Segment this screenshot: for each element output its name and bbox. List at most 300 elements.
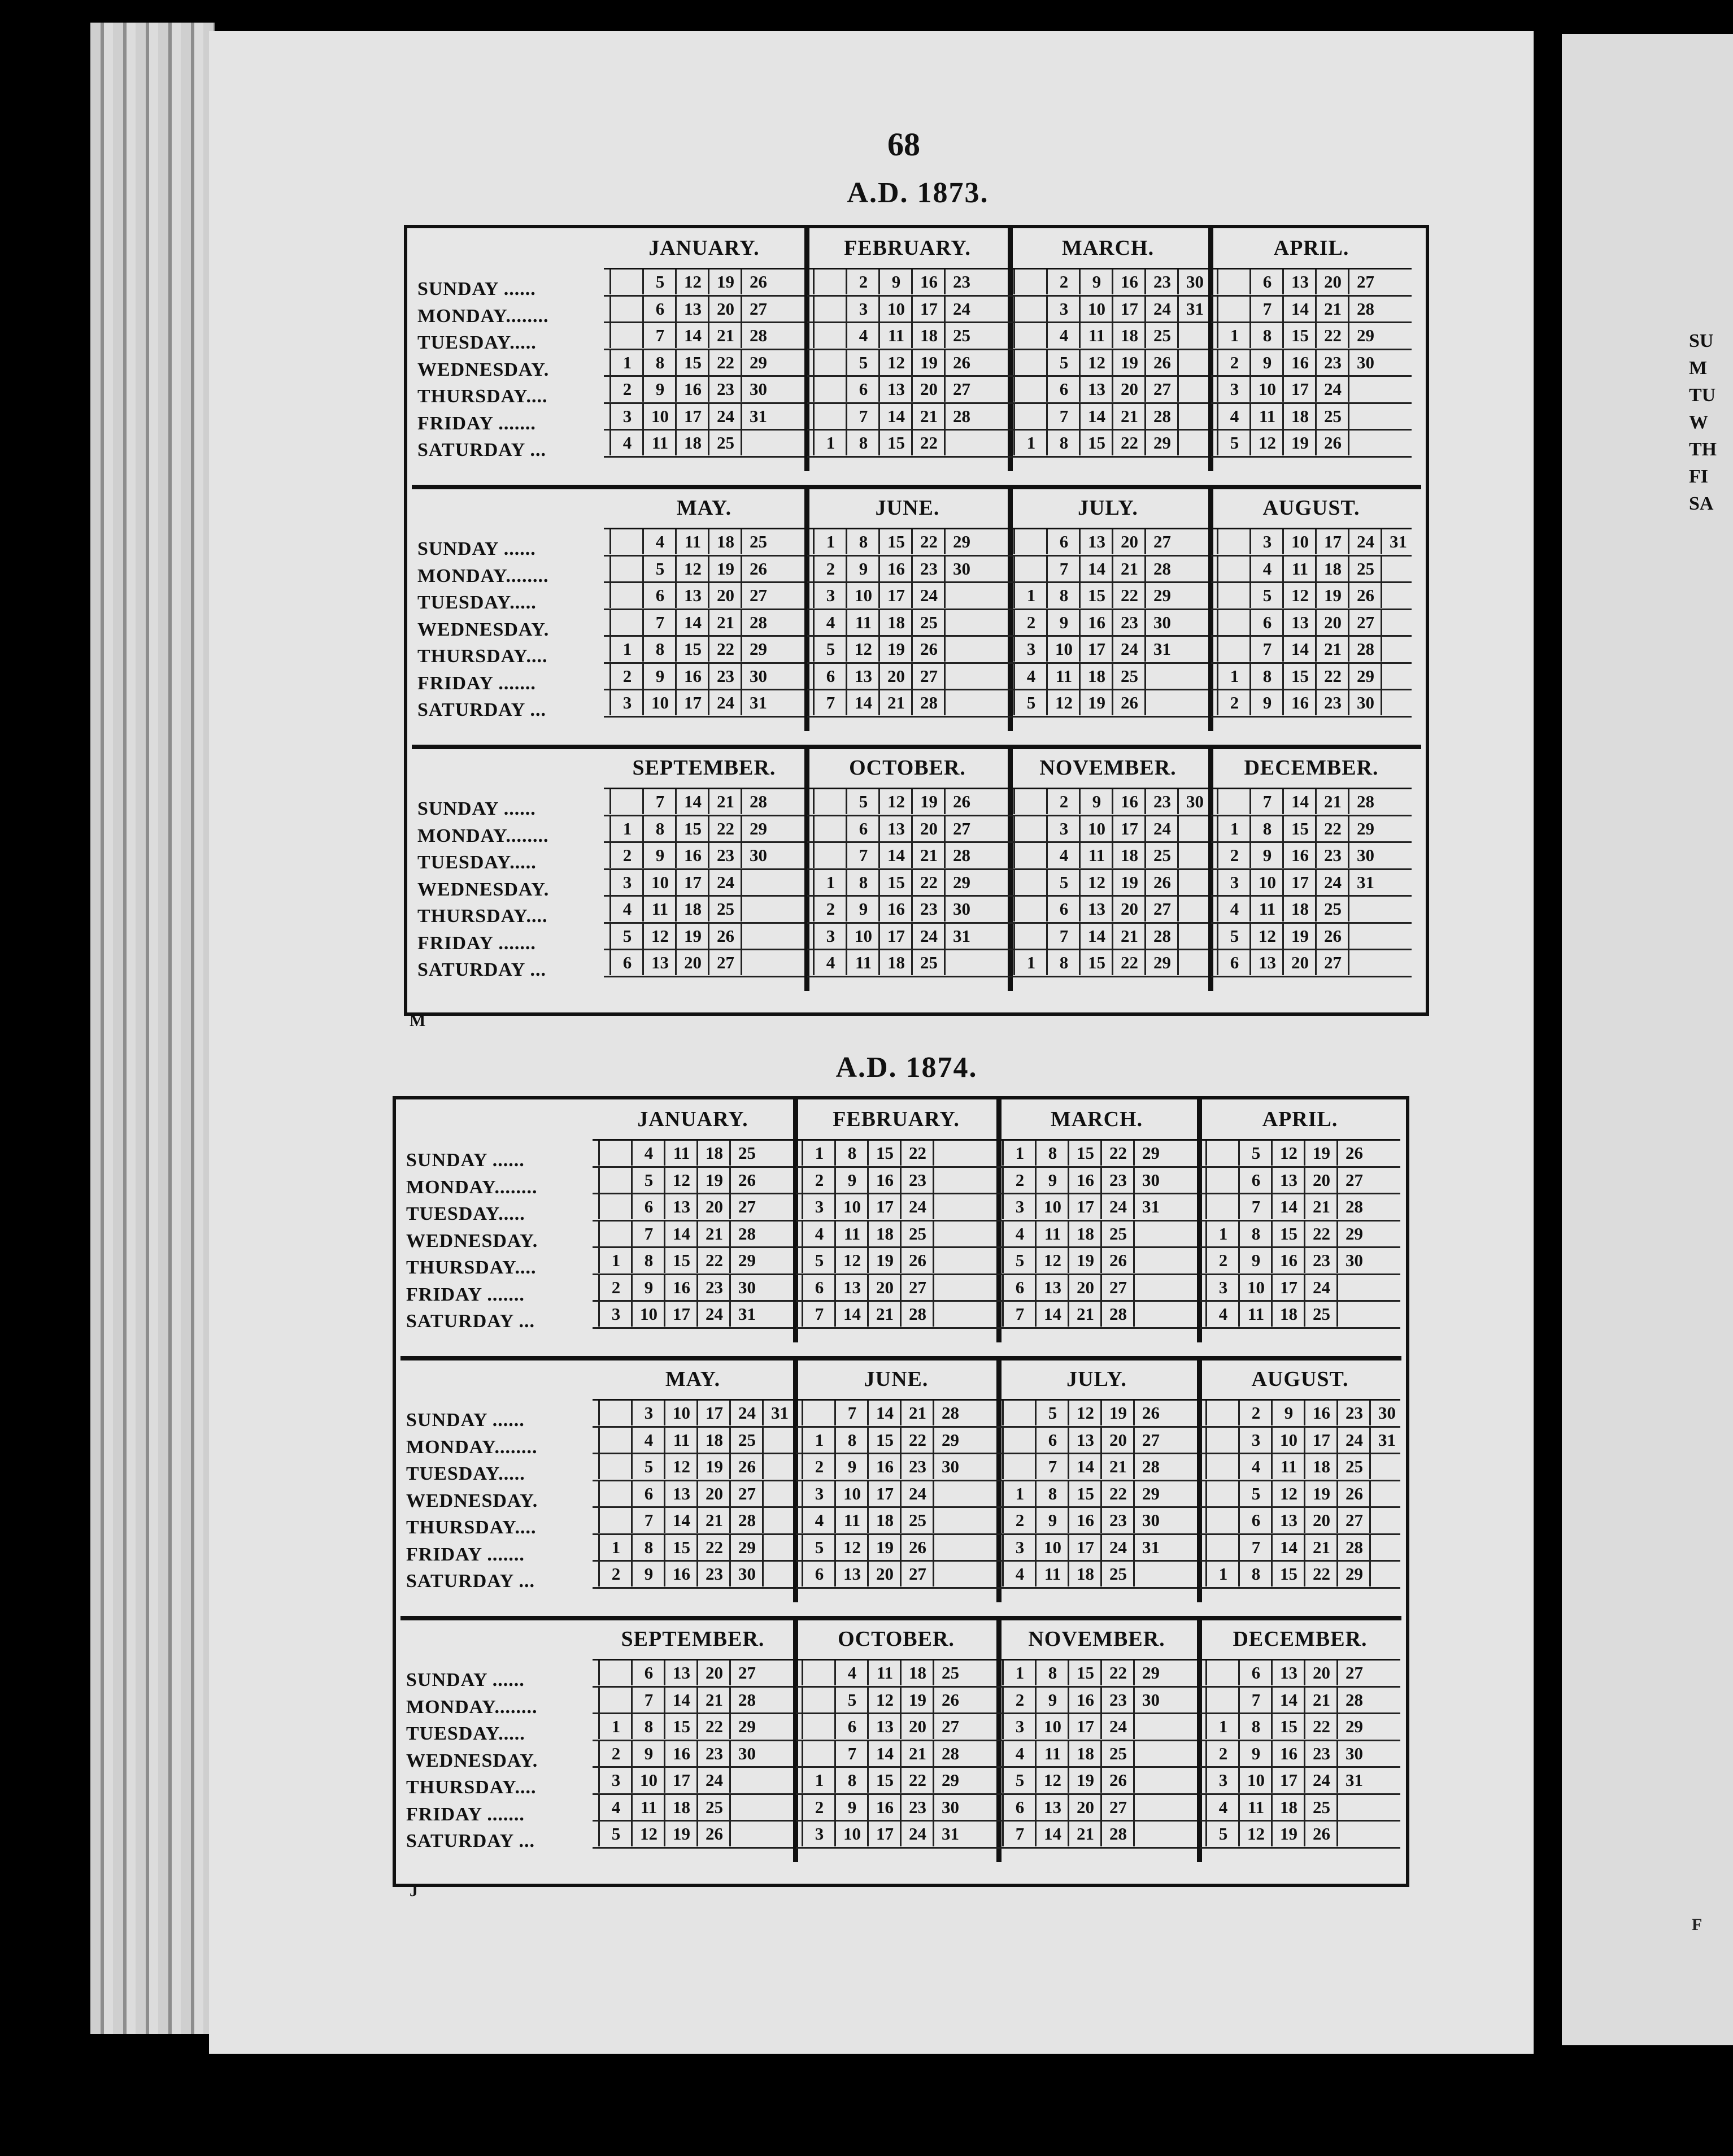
date-cell: 3	[1046, 297, 1080, 321]
date-cell: 23	[1112, 610, 1146, 635]
date-cell: 3	[802, 1822, 835, 1846]
date-cell: 1	[1002, 1141, 1036, 1166]
date-cell: 15	[1079, 950, 1113, 975]
date-cell: 19	[664, 1822, 698, 1846]
date-cell: 6	[642, 583, 676, 608]
weekday-row	[996, 1481, 1197, 1509]
date-cell: 29	[1133, 1141, 1167, 1166]
weekday-row	[604, 637, 804, 664]
date-cell: 2	[1046, 789, 1080, 814]
date-cell: 16	[1304, 1401, 1338, 1425]
weekday-row	[1200, 1194, 1400, 1222]
date-cell: 11	[642, 431, 676, 455]
date-cell: 10	[1079, 816, 1113, 841]
date-cell: 24	[900, 1822, 934, 1846]
date-cell: 7	[642, 789, 676, 814]
date-cell: 15	[878, 431, 912, 455]
month-block	[593, 1619, 798, 1862]
weekday-row	[1211, 843, 1412, 870]
date-cell: 7	[642, 610, 676, 635]
date-cell: 19	[708, 557, 742, 581]
weekday-row	[1211, 870, 1412, 897]
date-cell: 4	[609, 431, 643, 455]
weekday-row	[796, 1768, 996, 1795]
date-cell	[1205, 1481, 1239, 1506]
date-cell: 18	[867, 1508, 901, 1533]
date-cell: 27	[741, 583, 774, 608]
weekday-row	[593, 1401, 793, 1428]
date-cell: 22	[1315, 323, 1349, 348]
weekday-label: SATURDAY ...	[406, 1831, 535, 1851]
date-cell: 6	[1046, 529, 1080, 554]
date-cell: 8	[1046, 431, 1080, 455]
date-cell: 15	[1271, 1714, 1305, 1739]
date-cell: 10	[1079, 297, 1113, 321]
weekday-row	[593, 1741, 793, 1768]
date-cell: 10	[834, 1822, 868, 1846]
date-cell	[1205, 1454, 1239, 1479]
date-cell: 9	[834, 1795, 868, 1820]
date-cell: 24	[1100, 1194, 1134, 1219]
weekday-row	[807, 557, 1008, 584]
weekday-row	[807, 816, 1008, 844]
date-cell: 28	[900, 1302, 934, 1327]
date-cell: 26	[1315, 431, 1349, 455]
date-cell: 20	[708, 297, 742, 321]
date-cell	[1177, 377, 1211, 402]
facing-page-label: FI	[1689, 466, 1708, 487]
weekday-row	[996, 1714, 1197, 1741]
date-cell: 12	[1238, 1822, 1272, 1846]
month-name: OCTOBER.	[796, 1619, 996, 1661]
date-cell: 10	[1035, 1714, 1069, 1739]
date-cell: 14	[675, 610, 709, 635]
date-cell: 14	[878, 404, 912, 429]
date-cell: 25	[708, 897, 742, 921]
date-cell: 23	[696, 1741, 730, 1766]
date-cell: 20	[1112, 529, 1146, 554]
date-cell: 17	[878, 583, 912, 608]
weekday-row	[1211, 431, 1412, 458]
date-cell	[1177, 431, 1211, 455]
date-cell: 10	[664, 1401, 698, 1425]
weekday-labels	[406, 1667, 593, 1855]
date-cell: 23	[1100, 1168, 1134, 1193]
date-cell: 26	[741, 557, 774, 581]
date-cell: 22	[1304, 1562, 1338, 1586]
date-cell: 5	[642, 270, 676, 294]
date-cell	[609, 270, 643, 294]
date-cell: 7	[1046, 557, 1080, 581]
date-cell: 5	[1217, 431, 1251, 455]
date-cell: 8	[846, 870, 879, 895]
weekday-row	[1008, 297, 1208, 324]
date-cell: 19	[1282, 431, 1316, 455]
date-cell: 31	[741, 404, 774, 429]
date-cell: 23	[696, 1275, 730, 1300]
weekday-row	[996, 1401, 1197, 1428]
date-cell: 26	[1304, 1822, 1338, 1846]
date-cell: 21	[1100, 1454, 1134, 1479]
date-cell: 24	[944, 297, 978, 321]
date-cell	[1013, 870, 1047, 895]
book-page-edges	[90, 23, 215, 2034]
date-cell: 25	[729, 1141, 763, 1166]
month-block	[807, 488, 1013, 731]
date-cell: 26	[944, 350, 978, 375]
date-cell: 22	[708, 816, 742, 841]
weekday-row	[593, 1248, 793, 1275]
facing-page-label: W	[1689, 412, 1708, 433]
date-cell: 1	[1205, 1714, 1239, 1739]
date-cell: 10	[1238, 1275, 1272, 1300]
weekday-row	[604, 377, 804, 404]
date-cell: 25	[696, 1795, 730, 1820]
date-cell	[1336, 1302, 1370, 1327]
date-cell	[933, 1248, 966, 1273]
date-cell	[762, 1481, 796, 1506]
weekday-row	[604, 557, 804, 584]
date-cell: 27	[1133, 1428, 1167, 1453]
date-cell	[1177, 323, 1211, 348]
date-cell: 26	[1144, 350, 1178, 375]
date-cell: 30	[1336, 1741, 1370, 1766]
date-cell: 13	[867, 1714, 901, 1739]
date-cell: 14	[1079, 924, 1113, 949]
month-name: NOVEMBER.	[1008, 748, 1208, 789]
month-name: JANUARY.	[593, 1099, 793, 1141]
date-cell: 7	[642, 323, 676, 348]
date-cell: 8	[1035, 1661, 1069, 1685]
date-cell: 28	[1336, 1535, 1370, 1560]
month-name: MARCH.	[1008, 228, 1208, 270]
year-title-1874: A.D. 1874.	[835, 1051, 978, 1084]
date-cell: 11	[834, 1508, 868, 1533]
date-cell: 28	[729, 1688, 763, 1712]
weekday-row	[1200, 1454, 1400, 1481]
date-cell: 27	[944, 377, 978, 402]
date-cell: 20	[1304, 1168, 1338, 1193]
date-cell	[1205, 1661, 1239, 1685]
date-cell: 7	[1046, 924, 1080, 949]
date-cell	[1348, 924, 1382, 949]
date-cell: 9	[631, 1562, 665, 1586]
date-cell: 2	[846, 270, 879, 294]
month-block	[593, 1359, 798, 1602]
date-cell	[1133, 1795, 1167, 1820]
date-cell: 29	[944, 529, 978, 554]
quarter-row	[400, 1619, 1401, 1876]
date-cell: 7	[1238, 1194, 1272, 1219]
date-cell: 13	[1249, 950, 1283, 975]
weekday-row	[1211, 350, 1412, 377]
date-cell: 24	[696, 1302, 730, 1327]
date-cell: 18	[1068, 1222, 1101, 1246]
date-cell: 11	[846, 950, 879, 975]
weekday-row	[807, 843, 1008, 870]
date-cell: 7	[1238, 1688, 1272, 1712]
date-cell	[813, 843, 847, 868]
date-cell: 10	[1249, 377, 1283, 402]
date-cell	[1013, 377, 1047, 402]
date-cell: 29	[1336, 1222, 1370, 1246]
date-cell: 31	[729, 1302, 763, 1327]
date-cell: 2	[598, 1275, 632, 1300]
date-cell: 31	[1336, 1768, 1370, 1793]
date-cell	[933, 1194, 966, 1219]
weekday-row	[807, 664, 1008, 691]
date-cell: 17	[1304, 1428, 1338, 1453]
date-cell: 3	[609, 870, 643, 895]
date-cell: 20	[1315, 270, 1349, 294]
date-cell: 17	[675, 404, 709, 429]
date-cell: 23	[1144, 270, 1178, 294]
weekday-row	[593, 1822, 793, 1849]
weekday-row	[1008, 350, 1208, 377]
date-cell: 30	[741, 377, 774, 402]
date-cell: 12	[1282, 583, 1316, 608]
weekday-label: MONDAY........	[417, 565, 549, 586]
date-cell: 29	[1133, 1661, 1167, 1685]
weekday-row	[1211, 637, 1412, 664]
date-cell	[598, 1222, 632, 1246]
date-cell: 29	[1348, 816, 1382, 841]
date-cell: 15	[1282, 323, 1316, 348]
date-cell: 3	[802, 1194, 835, 1219]
weekday-label: MONDAY........	[406, 1436, 538, 1458]
date-cell: 31	[1144, 637, 1178, 662]
date-cell: 4	[1217, 404, 1251, 429]
month-name: JULY.	[1008, 488, 1208, 529]
date-cell: 23	[1304, 1248, 1338, 1273]
date-cell	[1205, 1535, 1239, 1560]
date-cell: 15	[664, 1248, 698, 1273]
weekday-row	[1200, 1248, 1400, 1275]
date-cell: 15	[1271, 1222, 1305, 1246]
date-cell: 19	[696, 1454, 730, 1479]
date-cell: 22	[1304, 1714, 1338, 1739]
date-cell: 12	[878, 789, 912, 814]
date-cell: 2	[1002, 1168, 1036, 1193]
date-cell: 22	[696, 1535, 730, 1560]
date-cell: 12	[1249, 431, 1283, 455]
date-cell: 16	[867, 1454, 901, 1479]
month-name: AUGUST.	[1200, 1359, 1400, 1401]
date-cell: 15	[664, 1714, 698, 1739]
date-cell: 1	[1205, 1562, 1239, 1586]
month-block	[604, 228, 809, 471]
date-cell: 31	[762, 1401, 796, 1425]
date-cell: 7	[1249, 789, 1283, 814]
weekday-row	[796, 1194, 996, 1222]
date-cell: 25	[1144, 843, 1178, 868]
date-cell: 23	[696, 1562, 730, 1586]
date-cell: 11	[631, 1795, 665, 1820]
weekday-row	[796, 1141, 996, 1168]
date-cell: 1	[1013, 950, 1047, 975]
date-cell: 27	[1348, 610, 1382, 635]
date-cell: 23	[900, 1454, 934, 1479]
weekday-row	[1200, 1768, 1400, 1795]
page-number: 68	[887, 126, 920, 163]
date-cell: 14	[834, 1302, 868, 1327]
date-cell: 19	[1271, 1822, 1305, 1846]
date-cell: 3	[1238, 1428, 1272, 1453]
date-cell: 11	[1271, 1454, 1305, 1479]
date-cell: 19	[911, 789, 945, 814]
date-cell: 5	[631, 1454, 665, 1479]
date-cell: 8	[834, 1428, 868, 1453]
month-block	[996, 1619, 1202, 1862]
date-cell: 22	[696, 1248, 730, 1273]
date-cell: 27	[900, 1562, 934, 1586]
signature-mark-f: F	[1692, 1915, 1702, 1934]
date-cell: 6	[1002, 1275, 1036, 1300]
date-cell: 4	[1002, 1741, 1036, 1766]
date-cell: 12	[664, 1168, 698, 1193]
date-cell: 1	[802, 1768, 835, 1793]
date-cell: 17	[1068, 1194, 1101, 1219]
date-cell: 17	[1271, 1275, 1305, 1300]
date-cell: 23	[900, 1168, 934, 1193]
date-cell: 7	[631, 1688, 665, 1712]
date-cell: 29	[1348, 664, 1382, 689]
date-cell	[1369, 1481, 1403, 1506]
weekday-row	[796, 1222, 996, 1249]
date-cell: 19	[878, 637, 912, 662]
date-cell: 8	[642, 350, 676, 375]
date-cell: 28	[1348, 297, 1382, 321]
date-cell: 1	[1217, 816, 1251, 841]
date-cell: 27	[1336, 1661, 1370, 1685]
date-cell: 24	[900, 1481, 934, 1506]
date-cell: 11	[846, 610, 879, 635]
date-cell: 4	[598, 1795, 632, 1820]
date-cell	[1133, 1822, 1167, 1846]
weekday-row	[796, 1481, 996, 1509]
date-cell: 24	[1112, 637, 1146, 662]
date-cell: 12	[878, 350, 912, 375]
date-cell: 5	[1249, 583, 1283, 608]
date-cell	[1177, 843, 1211, 868]
date-cell: 15	[1068, 1141, 1101, 1166]
date-cell: 22	[900, 1141, 934, 1166]
signature-mark-m: M	[410, 1011, 426, 1030]
date-cell	[1177, 870, 1211, 895]
date-cell	[1133, 1562, 1167, 1586]
weekday-row	[1211, 950, 1412, 977]
date-cell: 6	[846, 816, 879, 841]
weekday-row	[604, 350, 804, 377]
date-cell: 21	[708, 323, 742, 348]
date-cell: 19	[696, 1168, 730, 1193]
date-cell: 29	[933, 1768, 966, 1793]
date-cell: 30	[1133, 1508, 1167, 1533]
date-cell: 17	[867, 1822, 901, 1846]
facing-page-label: M	[1689, 358, 1708, 379]
weekday-label: FRIDAY .......	[406, 1803, 525, 1825]
date-cell: 1	[1002, 1481, 1036, 1506]
weekday-row	[593, 1428, 793, 1455]
date-cell: 4	[802, 1508, 835, 1533]
date-cell: 7	[1002, 1302, 1036, 1327]
date-cell: 26	[944, 789, 978, 814]
month-block	[796, 1359, 1002, 1602]
date-cell: 21	[696, 1222, 730, 1246]
date-cell: 28	[1348, 637, 1382, 662]
date-cell: 29	[741, 637, 774, 662]
date-cell: 30	[1336, 1248, 1370, 1273]
date-cell: 12	[867, 1688, 901, 1712]
date-cell: 28	[1100, 1822, 1134, 1846]
date-cell	[1381, 583, 1414, 608]
weekday-row	[1200, 1562, 1400, 1589]
date-cell: 8	[834, 1141, 868, 1166]
weekday-row	[1200, 1714, 1400, 1741]
date-cell: 3	[598, 1302, 632, 1327]
date-cell: 28	[741, 323, 774, 348]
month-block	[1008, 488, 1213, 731]
weekday-row	[996, 1795, 1197, 1822]
date-cell: 20	[911, 816, 945, 841]
weekday-label: SATURDAY ...	[406, 1571, 535, 1592]
date-cell: 7	[846, 404, 879, 429]
month-block	[593, 1099, 798, 1342]
date-cell: 5	[1035, 1401, 1069, 1425]
date-cell: 14	[675, 789, 709, 814]
date-cell: 16	[1282, 690, 1316, 715]
date-cell: 21	[1315, 297, 1349, 321]
weekday-row	[807, 924, 1008, 951]
date-cell: 2	[1205, 1741, 1239, 1766]
date-cell: 15	[878, 870, 912, 895]
date-cell	[933, 1168, 966, 1193]
date-cell: 2	[598, 1741, 632, 1766]
date-cell: 23	[708, 664, 742, 689]
date-cell: 7	[1035, 1454, 1069, 1479]
date-cell: 17	[696, 1401, 730, 1425]
date-cell	[1217, 529, 1251, 554]
date-cell: 3	[813, 924, 847, 949]
month-name: JUNE.	[796, 1359, 996, 1401]
date-cell: 2	[1002, 1688, 1036, 1712]
date-cell: 25	[708, 431, 742, 455]
date-cell: 4	[1217, 897, 1251, 921]
date-cell: 16	[867, 1168, 901, 1193]
date-cell	[944, 690, 978, 715]
weekday-row	[604, 431, 804, 458]
weekday-row	[807, 297, 1008, 324]
date-cell: 6	[1249, 270, 1283, 294]
date-cell: 6	[1217, 950, 1251, 975]
date-cell: 16	[878, 557, 912, 581]
weekday-row	[604, 323, 804, 350]
weekday-row	[996, 1822, 1197, 1849]
date-cell: 10	[642, 690, 676, 715]
weekday-row	[1200, 1535, 1400, 1562]
date-cell	[944, 610, 978, 635]
date-cell: 26	[729, 1454, 763, 1479]
date-cell: 16	[675, 664, 709, 689]
date-cell: 31	[1177, 297, 1211, 321]
quarter-row	[400, 1359, 1401, 1620]
month-block	[796, 1619, 1002, 1862]
date-cell: 8	[1046, 583, 1080, 608]
date-cell: 8	[642, 637, 676, 662]
date-cell: 25	[741, 529, 774, 554]
weekday-label: SATURDAY ...	[417, 440, 547, 460]
date-cell: 24	[911, 583, 945, 608]
